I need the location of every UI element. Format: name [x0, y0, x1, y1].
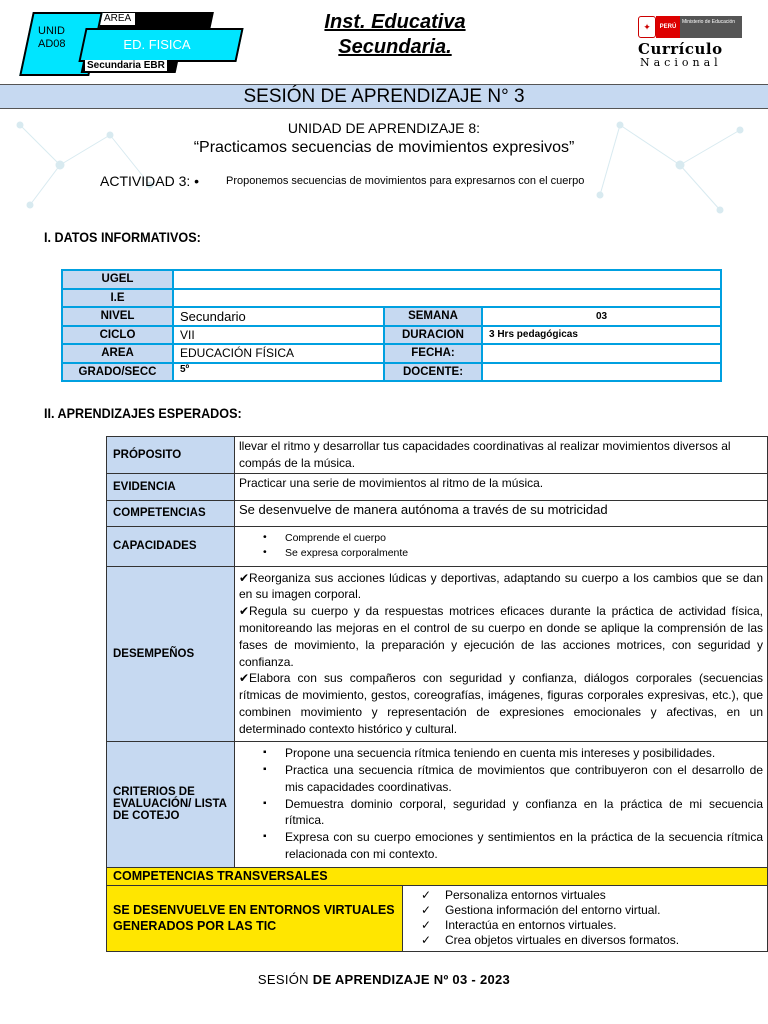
table-row: [107, 885, 768, 951]
nacional-wordmark: Nacional: [640, 56, 722, 69]
curriculo-wordmark: Currículo: [638, 40, 723, 58]
datos-table: [61, 269, 722, 382]
nivel-label: NIVEL: [62, 307, 173, 326]
area-label: AREA: [62, 344, 173, 363]
fecha-value: [482, 344, 721, 363]
criterios-label: CRITERIOS DE EVALUACIÓN/ LISTA DE COTEJO: [107, 741, 235, 867]
list-item: ▪ Propone una secuencia rítmica teniendo en cuenta mis intereses y posibilidades.: [239, 745, 763, 762]
semana-label: SEMANA: [384, 307, 482, 326]
table-row: [107, 526, 768, 566]
list-item: ▪ Expresa con su cuerpo emociones y sentimientos en la práctica de la secuencia rítmica relacionada con mi contexto.: [239, 829, 763, 863]
criterios-cell: [235, 741, 768, 867]
evidencia-label: EVIDENCIA: [107, 473, 235, 500]
area-label: AREA: [100, 13, 135, 25]
grado-label: GRADO/SECC: [62, 363, 173, 382]
ministry-label: Ministerio de Educación: [680, 16, 742, 38]
ugel-value: [173, 270, 721, 289]
competencias-label: COMPETENCIAS: [107, 500, 235, 526]
actividad-text: Proponemos secuencias de movimientos para expresarnos con el cuerpo: [226, 175, 585, 187]
table-row: [62, 289, 721, 308]
capacidades-cell: [235, 526, 768, 566]
table-row: [107, 437, 768, 474]
capacidades-list: [239, 531, 763, 561]
proposito-text: llevar el ritmo y desarrollar tus capacidades coordinativas al realizar movimientos diversos al compás de la música.: [235, 437, 768, 474]
table-row: [62, 326, 721, 345]
table-row: [107, 500, 768, 526]
list-item: ✓ Personaliza entornos virtuales: [407, 888, 763, 903]
table-row: [107, 867, 768, 885]
desempenos-label: DESEMPEÑOS: [107, 566, 235, 741]
unidad-name: “Practicamos secuencias de movimientos expresivos”: [193, 139, 575, 156]
list-item: ✓ Interactúa en entornos virtuales.: [407, 918, 763, 933]
desempeno-item: ✔Reorganiza sus acciones lúdicas y deportivas, adaptando su cuerpo a los cambios que se dan en su imagen corporal.: [239, 570, 763, 602]
transversal-list: [407, 888, 763, 948]
nivel-value: Secundario: [173, 307, 384, 326]
transversal-cell: [403, 885, 768, 951]
duracion-value: 3 Hrs pedagógicas: [482, 326, 721, 345]
table-row: [107, 566, 768, 741]
desempeno-item: ✔Regula su cuerpo y da respuestas motrices eficaces durante la práctica de actividad física, monitoreando las mejoras en el control de su cuerpo en donde se aplique la comprensión de las fases de movimiento, la preparación y ejecución de las acciones motrices, con seguridad y confianza.: [239, 604, 763, 669]
list-item: • Comprende el cuerpo: [239, 531, 763, 546]
proposito-label: PRÓPOSITO: [107, 437, 235, 474]
transversales-label: COMPETENCIAS TRANSVERSALES: [107, 867, 768, 885]
list-item: ▪ Demuestra dominio corporal, seguridad y confianza en la práctica de mi secuencia rítmica.: [239, 796, 763, 830]
table-row: [62, 270, 721, 289]
list-item: ▪ Practica una secuencia rítmica de movimientos que contribuyeron con el desarrollo de mis capacidades coordinativas.: [239, 762, 763, 796]
ciclo-label: CICLO: [62, 326, 173, 345]
institution-title: Inst. Educativa Secundaria.: [324, 11, 466, 58]
footer-title: DE APRENDIZAJE Nº 03 - 2023: [312, 972, 511, 987]
footer: [0, 972, 768, 987]
ie-value: [173, 289, 721, 308]
session-title: SESIÓN DE APRENDIZAJE N° 3: [0, 84, 768, 109]
shield-icon: ✦: [638, 16, 656, 38]
duracion-label: DURACION: [384, 326, 482, 345]
semana-value: 03: [482, 307, 721, 326]
evidencia-text: Practicar una serie de movimientos al ritmo de la música.: [235, 473, 768, 500]
table-row: [62, 363, 721, 382]
capacidades-label: CAPACIDADES: [107, 526, 235, 566]
footer-prefix: SESIÓN: [257, 972, 313, 987]
table-row: [107, 473, 768, 500]
actividad-label: ACTIVIDAD 3: •: [100, 173, 200, 189]
table-row: [62, 307, 721, 326]
criterios-list: [239, 745, 763, 863]
level-label: Secundaria EBR: [87, 60, 165, 71]
aprendizajes-table: [106, 436, 768, 952]
desempenos-cell: [235, 566, 768, 741]
table-row: [107, 741, 768, 867]
transversal-competencia: SE DESENVUELVE EN ENTORNOS VIRTUALES GENERADOS POR LAS TIC: [107, 885, 403, 951]
unidad-label: UNIDAD DE APRENDIZAJE 8:: [287, 120, 481, 136]
list-item: ✓ Crea objetos virtuales en diversos formatos.: [407, 933, 763, 948]
desempeno-item: ✔Elabora con sus compañeros con seguridad y confianza, diálogos corporales (secuencias rítmicas de movimiento, gestos, coreografías, imágenes, figuras corporales expresivas, etc.), que combinen movimiento y representación de expresiones emocionales y afectivas, en un determinado contexto histórico y cultural.: [239, 671, 763, 736]
docente-label: DOCENTE:: [384, 363, 482, 382]
ugel-label: UGEL: [62, 270, 173, 289]
unid-label: UNID AD08: [38, 25, 66, 50]
peru-label: PERÚ: [656, 16, 680, 38]
list-item: • Se expresa corporalmente: [239, 546, 763, 561]
competencias-text: Se desenvuelve de manera autónoma a través de su motricidad: [235, 500, 768, 526]
docente-value: [482, 363, 721, 382]
subject-label: ED. FISICA: [123, 37, 191, 52]
minedu-logo: [638, 16, 742, 38]
fecha-label: FECHA:: [384, 344, 482, 363]
list-item: ✓ Gestiona información del entorno virtual.: [407, 903, 763, 918]
area-value: EDUCACIÓN FÍSICA: [173, 344, 384, 363]
table-row: [62, 344, 721, 363]
section-datos-heading: I. DATOS INFORMATIVOS:: [44, 229, 201, 245]
grado-value: 5º: [173, 363, 384, 382]
ie-label: I.E: [62, 289, 173, 308]
ciclo-value: VII: [173, 326, 384, 345]
section-aprendizajes-heading: II. APRENDIZAJES ESPERADOS:: [44, 405, 242, 421]
